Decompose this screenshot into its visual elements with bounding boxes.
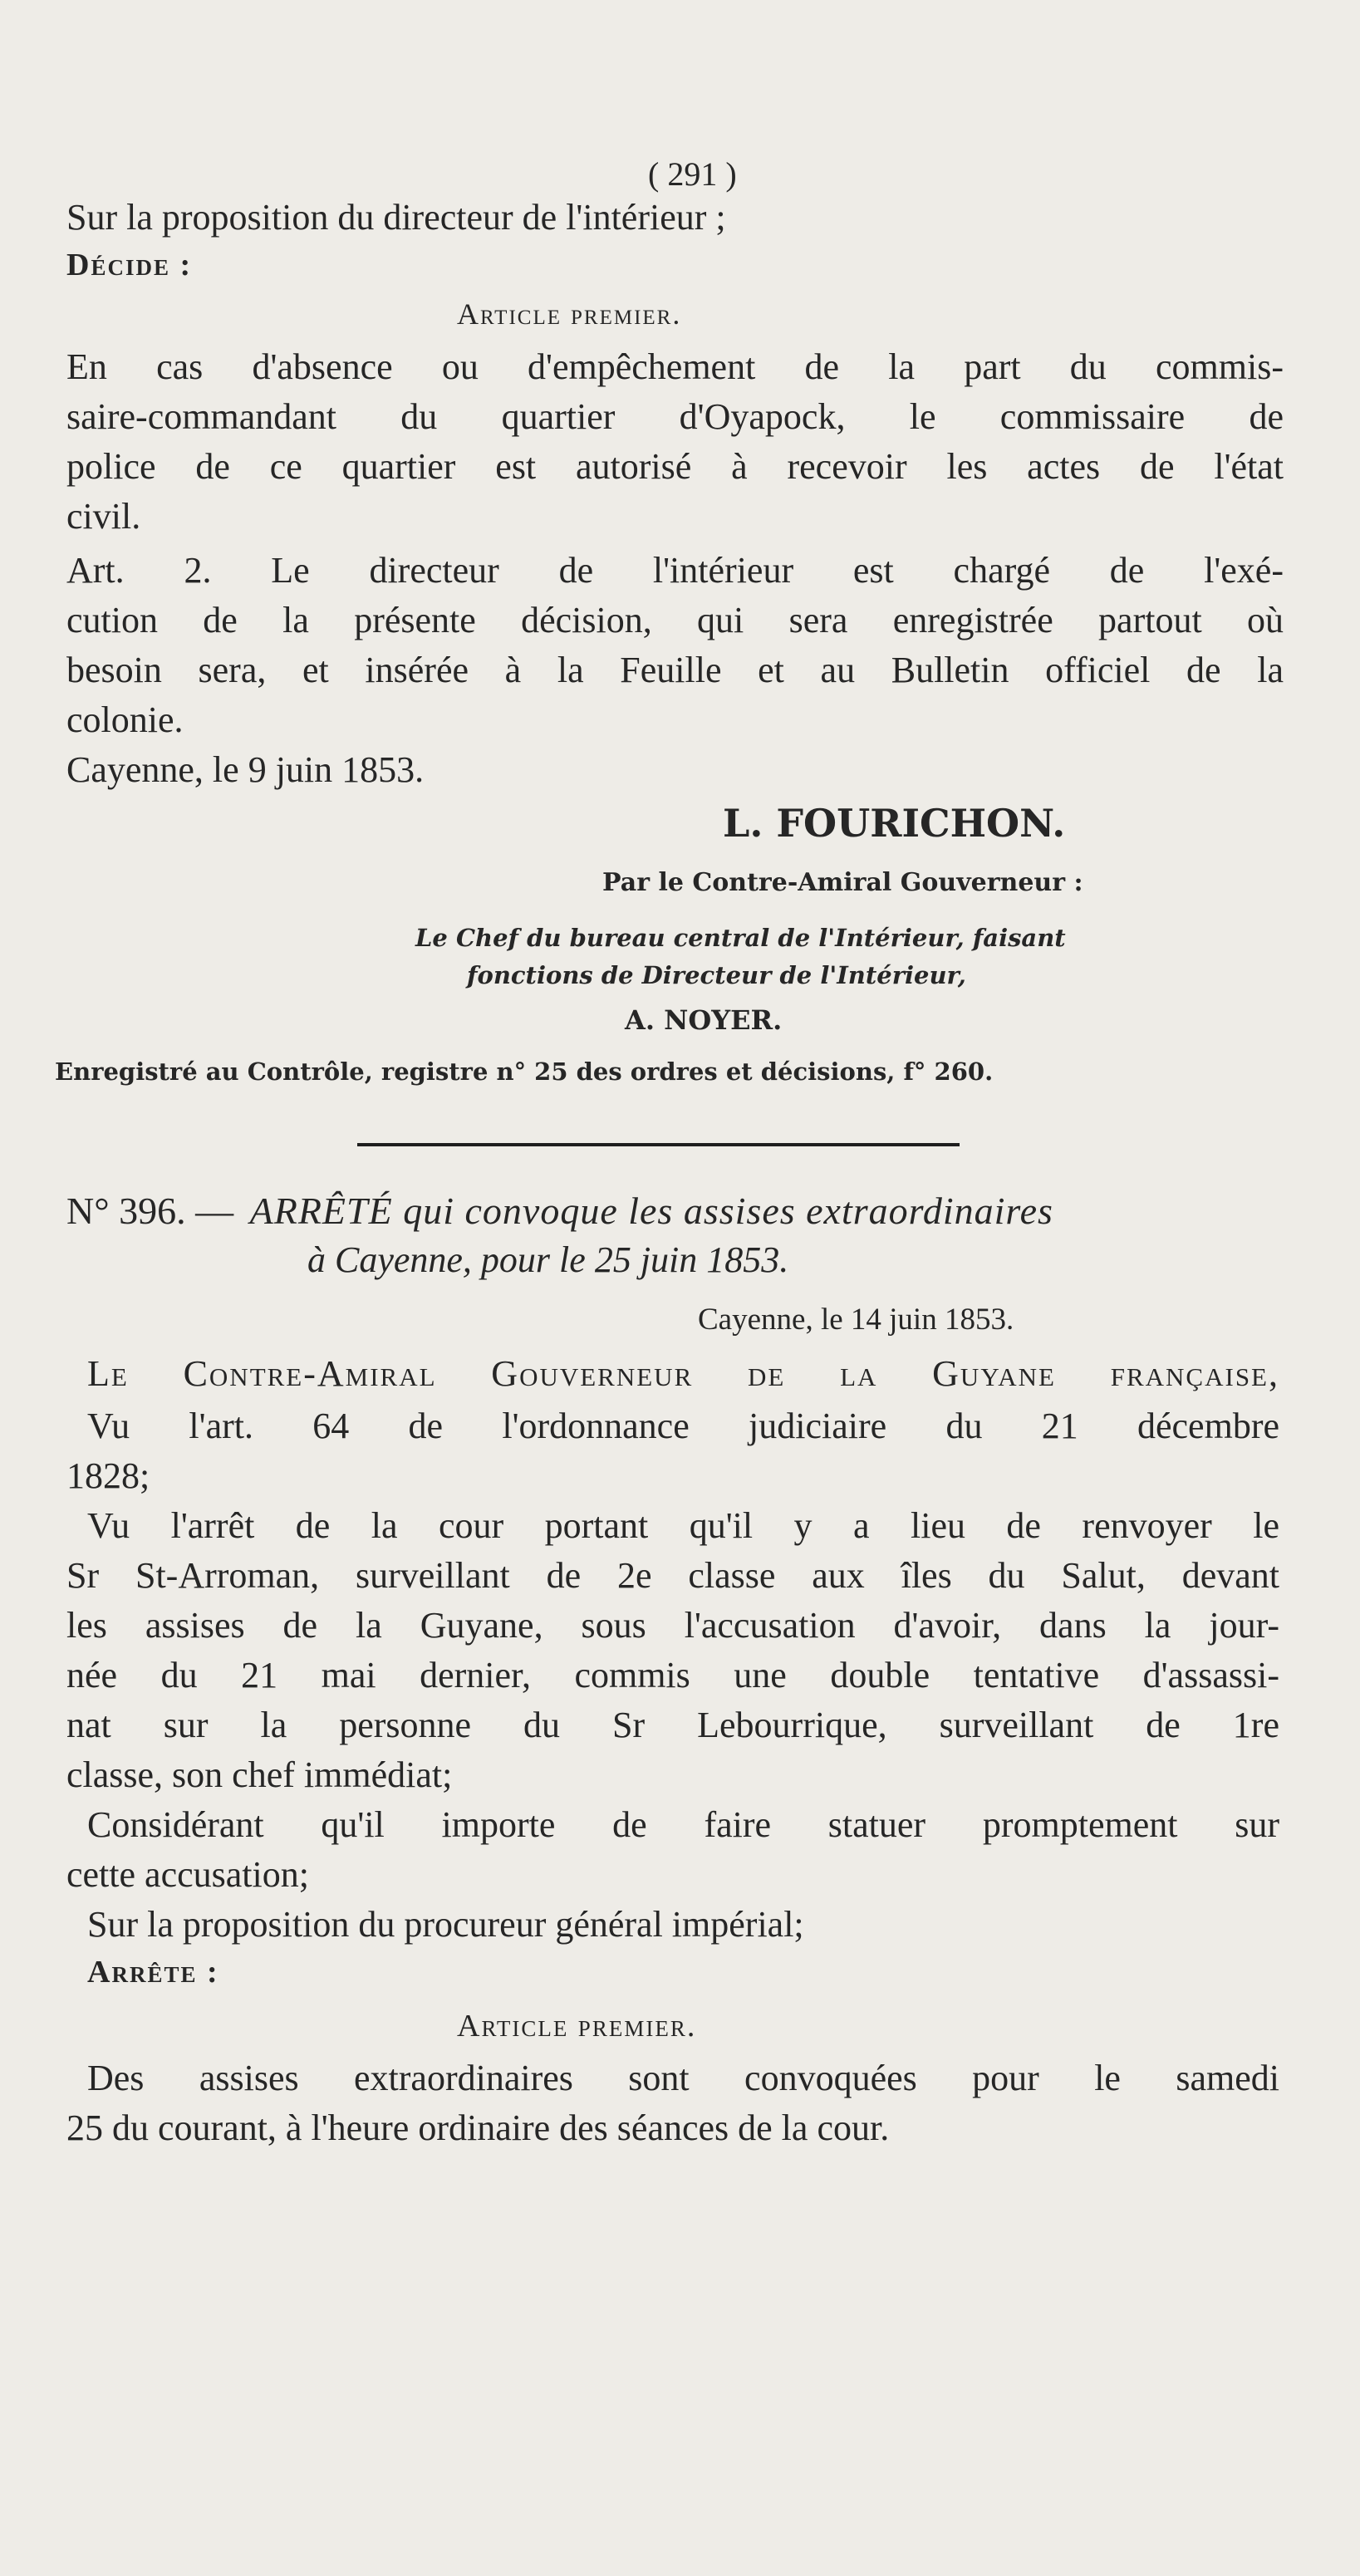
arrete-line: les assises de la Guyane, sous l'accusation d'avoir, dans la jour- (66, 1605, 1279, 1646)
decision-date: Cayenne, le 9 juin 1853. (66, 749, 425, 790)
arrete-article-heading: Article premier. (457, 2009, 697, 2044)
decision-office-line: fonctions de Directeur de l'Intérieur, (467, 961, 966, 989)
decision-article-heading: Article premier. (457, 297, 682, 331)
decision-line: Sur la proposition du directeur de l'intérieur ; (66, 197, 726, 238)
arrete-line: nat sur la personne du Sr Lebourrique, surveillant de 1re (66, 1705, 1279, 1745)
arrete-title-line: à Cayenne, pour le 25 juin 1853. (307, 1239, 789, 1280)
arrete-line: Des assises extraordinaires sont convoquées pour le samedi (87, 2058, 1279, 2098)
decision-signature: L. FOURICHON. (723, 801, 1066, 846)
arrete-line: Considérant qu'il importe de faire statuer promptement sur (87, 1804, 1279, 1845)
decision-line: police de ce quartier est autorisé à recevoir les actes de l'état (66, 446, 1284, 487)
decision-by-order: Par le Contre-Amiral Gouverneur : (602, 868, 1083, 897)
arrete-line: née du 21 mai dernier, commis une double tentative d'assassi- (66, 1655, 1279, 1695)
decision-countersign: A. NOYER. (625, 1004, 783, 1036)
decision-line: besoin sera, et insérée à la Feuille et au Bulletin officiel de la (66, 650, 1284, 690)
arrete-line: 1828; (66, 1455, 150, 1496)
decision-decide: Décide : (66, 248, 193, 282)
decision-line: colonie. (66, 699, 184, 740)
arrete-line: cette accusation; (66, 1854, 309, 1895)
arrete-line: Vu l'art. 64 de l'ordonnance judiciaire du 21 décembre (87, 1406, 1279, 1446)
decision-line: cution de la présente décision, qui sera enregistrée partout où (66, 600, 1284, 640)
arrete-decree-word: Arrête : (87, 1955, 219, 1990)
arrete-title: ARRÊTÉ qui convoque les assises extraordinaires (249, 1190, 1053, 1232)
arrete-issuer: Le Contre-Amiral Gouverneur de la Guyane française, (87, 1353, 1279, 1394)
section-divider (357, 1143, 960, 1146)
decision-art2: Art. 2. Le directeur de l'intérieur est chargé de l'exé- (66, 550, 1284, 591)
arrete-line: classe, son chef immédiat; (66, 1754, 453, 1795)
arrete-line: Sur la proposition du procureur général impérial; (87, 1904, 804, 1945)
arrete-line: Vu l'arrêt de la cour portant qu'il y a lieu de renvoyer le (87, 1505, 1279, 1546)
decision-office-line: Le Chef du bureau central de l'Intérieur, faisant (415, 924, 1066, 952)
arrete-place-date: Cayenne, le 14 juin 1853. (698, 1303, 1014, 1337)
decision-line: En cas d'absence ou d'empêchement de la part du commis- (66, 346, 1284, 387)
decision-line: civil. (66, 496, 141, 537)
decision-line: saire-commandant du quartier d'Oyapock, le commissaire de (66, 396, 1284, 437)
arrete-number (66, 1192, 1053, 1230)
decision-registration: Enregistré au Contrôle, registre n° 25 des ordres et décisions, f° 260. (55, 1057, 994, 1086)
arrete-line: Sr St-Arroman, surveillant de 2e classe aux îles du Salut, devant (66, 1555, 1279, 1596)
page-number: ( 291 ) (648, 155, 737, 193)
arrete-number-prefix: N° 396. — (66, 1190, 234, 1232)
arrete-line: 25 du courant, à l'heure ordinaire des séances de la cour. (66, 2107, 890, 2148)
